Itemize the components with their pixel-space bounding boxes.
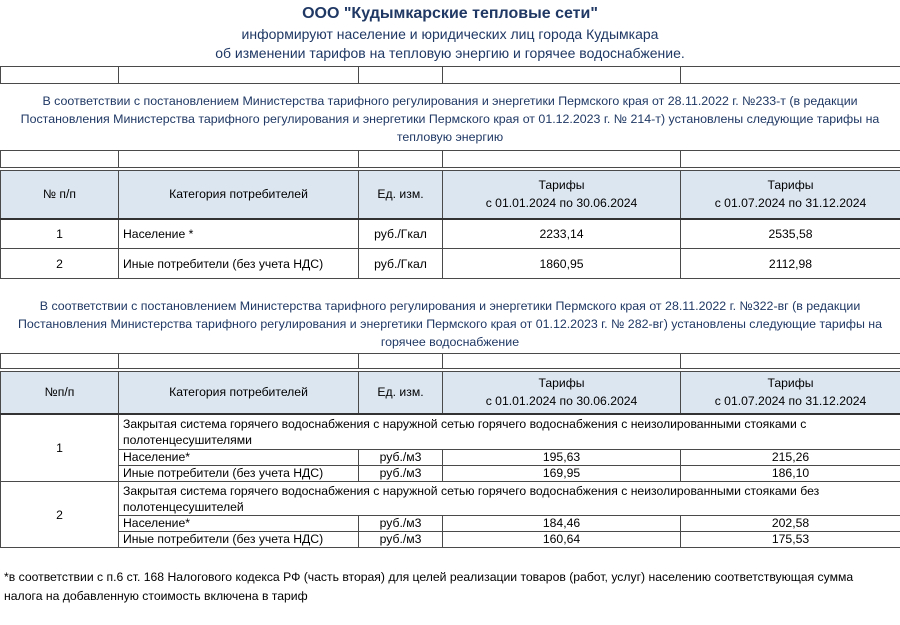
spacer-row-2 <box>0 150 900 168</box>
row-tariff2: 202,58 <box>681 516 900 532</box>
heat-intro: В соответствии с постановлением Министерства тарифного регулирования и энергетики Пермского края от 28.11.2022 г. №233-т (в редакции Постановления Министерства тарифного регулирования и энергетики Пермского края от 01.12.2023 г. № 214-т) установлены следующие тарифы на тепловую энергию <box>20 94 880 144</box>
group-num: 2 <box>1 482 119 548</box>
table-row <box>1 516 900 532</box>
group-title: Закрытая система горячего водоснабжения с наружной сетью горячего водоснабжения с неизолированными стояками с полотенцесушителями <box>119 414 900 450</box>
row-tariff2: 2112,98 <box>681 249 900 279</box>
row-category: Иные потребители (без учета НДС) <box>119 466 359 482</box>
row-tariff1: 184,46 <box>443 516 681 532</box>
spacer-row-3 <box>0 353 900 369</box>
row-tariff1: 169,95 <box>443 466 681 482</box>
header-line-2: об изменении тарифов на тепловую энергию и горячее водоснабжение. <box>215 45 685 61</box>
col-tariff2-header: Тарифы с 01.07.2024 по 31.12.2024 <box>681 372 900 414</box>
table-row <box>1 532 900 548</box>
row-unit: руб./Гкал <box>359 249 443 279</box>
row-tariff1: 160,64 <box>443 532 681 548</box>
row-tariff1: 2233,14 <box>443 219 681 249</box>
heat-table-header <box>1 171 900 219</box>
vat-footnote: *в соответствии с п.6 ст. 168 Налогового кодекса РФ (часть вторая) для целей реализации товаров (работ, услуг) населению соответствующая сумма налога на добавленную стоимость включена в тариф <box>4 570 854 603</box>
col-num-header: № п/п <box>1 171 119 219</box>
row-tariff2: 2535,58 <box>681 219 900 249</box>
water-tariff-table <box>0 371 900 548</box>
table-row <box>1 466 900 482</box>
col-tariff1-header: Тарифы с 01.01.2024 по 30.06.2024 <box>443 171 681 219</box>
row-unit: руб./м3 <box>359 516 443 532</box>
row-unit: руб./Гкал <box>359 219 443 249</box>
water-table-header <box>1 372 900 414</box>
row-unit: руб./м3 <box>359 450 443 466</box>
col-tariff1-header: Тарифы с 01.01.2024 по 30.06.2024 <box>443 372 681 414</box>
company-title: ООО "Кудымкарские тепловые сети" <box>302 5 598 22</box>
row-category: Население * <box>119 219 359 249</box>
table-row <box>1 249 900 279</box>
group-row <box>1 414 900 450</box>
group-title: Закрытая система горячего водоснабжения с наружной сетью горячего водоснабжения с неизолированными стояками без полотенцесушителей <box>119 482 900 516</box>
row-unit: руб./м3 <box>359 466 443 482</box>
row-category: Иные потребители (без учета НДС) <box>119 249 359 279</box>
col-num-header: №п/п <box>1 372 119 414</box>
group-row <box>1 482 900 516</box>
col-unit-header: Ед. изм. <box>359 372 443 414</box>
col-category-header: Категория потребителей <box>119 171 359 219</box>
group-num: 1 <box>1 414 119 482</box>
col-unit-header: Ед. изм. <box>359 171 443 219</box>
row-tariff2: 186,10 <box>681 466 900 482</box>
row-tariff2: 175,53 <box>681 532 900 548</box>
row-tariff1: 1860,95 <box>443 249 681 279</box>
row-unit: руб./м3 <box>359 532 443 548</box>
row-tariff1: 195,63 <box>443 450 681 466</box>
water-intro: В соответствии с постановлением Министерства тарифного регулирования и энергетики Пермского края от 28.11.2022 г. №322-вг (в редакции Постановления Министерства тарифного регулирования и энергетики Пермского края от 01.12.2023 г. № 282-вг) установлены следующие тарифы на горячее водоснабжение <box>17 299 883 349</box>
row-category: Население* <box>119 516 359 532</box>
row-num: 2 <box>1 249 119 279</box>
table-row <box>1 450 900 466</box>
row-category: Иные потребители (без учета НДС) <box>119 532 359 548</box>
header-line-1: информируют население и юридических лиц города Кудымкара <box>241 26 659 42</box>
col-tariff2-header: Тарифы с 01.07.2024 по 31.12.2024 <box>681 171 900 219</box>
col-category-header: Категория потребителей <box>119 372 359 414</box>
heat-tariff-table <box>0 170 900 279</box>
row-tariff2: 215,26 <box>681 450 900 466</box>
row-num: 1 <box>1 219 119 249</box>
row-category: Население* <box>119 450 359 466</box>
table-row <box>1 219 900 249</box>
spacer-row-1 <box>0 66 900 84</box>
